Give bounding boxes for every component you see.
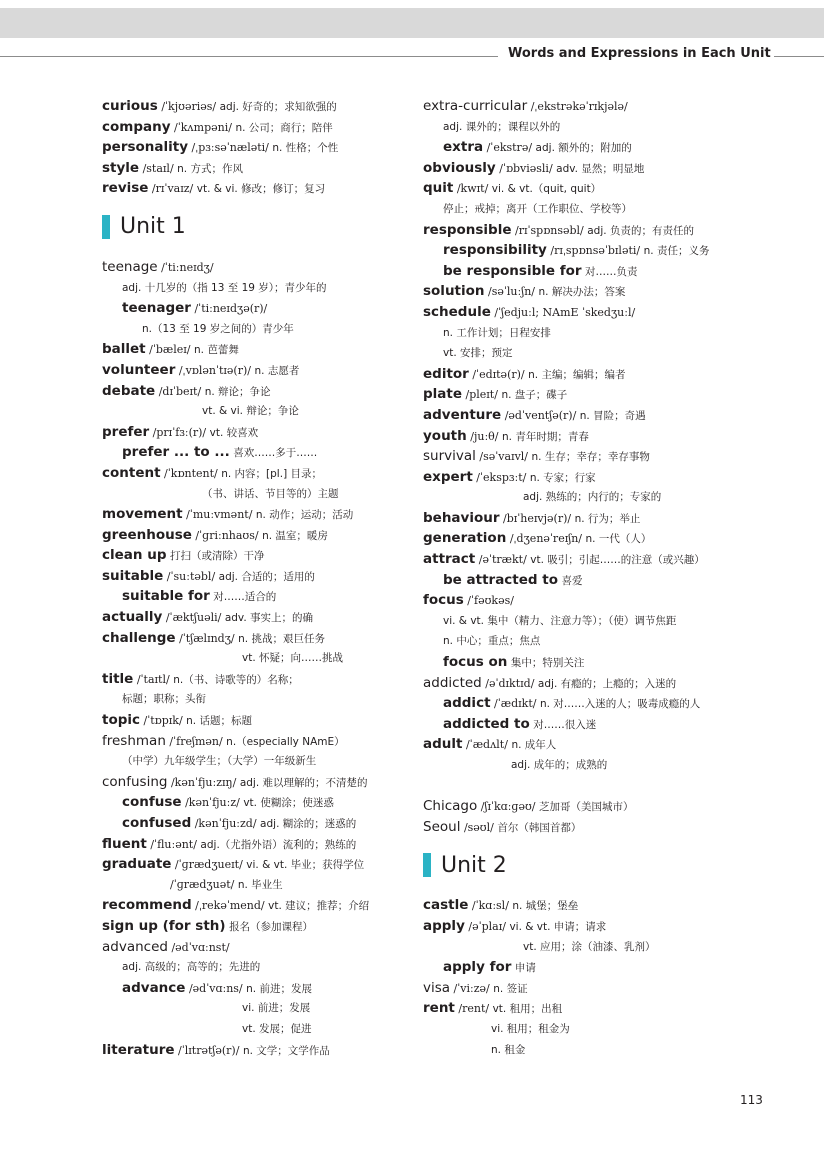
entry: clean up 打扫（或清除）干净 bbox=[102, 547, 265, 564]
entry-gloss: vt. 应用；涂（油漆、乳剂） bbox=[523, 940, 656, 953]
entry: editor /ˈedɪtə(r)/ n. 主编；编辑；编者 bbox=[423, 365, 626, 382]
entry: teenage /ˈtiːneɪdʒ/ bbox=[102, 258, 214, 275]
entry: challenge /ˈtʃælɪndʒ/ n. 挑战；艰巨任务 bbox=[102, 629, 325, 646]
entry: rent /rent/ vt. 租用；出租 bbox=[423, 1000, 563, 1017]
proper-names bbox=[423, 796, 733, 837]
entry-gloss: vi. & vt. 集中（精力、注意力等）；（使）调节焦距 bbox=[443, 614, 677, 627]
entry-gloss: adj. 课外的；课程以外的 bbox=[443, 120, 561, 133]
entry: obviously /ˈɒbviəsli/ adv. 显然；明显地 bbox=[423, 159, 645, 176]
sub-entry: be attracted to 喜爱 bbox=[443, 571, 583, 588]
entry-gloss: 停止；戒掉；离开（工作职位、学校等） bbox=[443, 202, 632, 215]
entry-gloss: vi. 租用；租金为 bbox=[491, 1022, 570, 1035]
sub-entry: advance /ədˈvɑːns/ n. 前进；发展 bbox=[122, 979, 312, 996]
entry: schedule /ˈʃedjuːl; NAmE ˈskedʒuːl/ bbox=[423, 303, 636, 320]
sub-entry: be responsible for 对……负责 bbox=[443, 262, 638, 279]
intro-entries bbox=[102, 96, 402, 199]
unit-1-entries bbox=[102, 257, 402, 1060]
entry-variant: /ˈɡrædʒuət/ n. 毕业生 bbox=[170, 877, 283, 891]
entry-gloss: n.（13 至 19 岁之间的）青少年 bbox=[142, 322, 294, 335]
unit-1-entries-continued bbox=[423, 96, 733, 776]
entry: curious /ˈkjʊəriəs/ adj. 好奇的；求知欲强的 bbox=[102, 98, 337, 114]
entry-gloss: adj. 高级的；高等的；先进的 bbox=[122, 961, 261, 974]
running-header: Words and Expressions in Each Unit bbox=[508, 46, 771, 61]
entry: expert /ˈekspɜːt/ n. 专家；行家 bbox=[423, 468, 596, 485]
sub-entry: apply for 申请 bbox=[443, 959, 536, 976]
entry: title /ˈtaɪtl/ n.（书、诗歌等的）名称； bbox=[102, 670, 299, 687]
unit-2-entries bbox=[423, 895, 733, 1060]
entry: ballet /ˈbæleɪ/ n. 芭蕾舞 bbox=[102, 341, 239, 358]
entry: adventure /ədˈventʃə(r)/ n. 冒险；奇遇 bbox=[423, 406, 646, 423]
entry: literature /ˈlɪtrətʃə(r)/ n. 文学；文学作品 bbox=[102, 1041, 330, 1058]
entry: freshman /ˈfreʃmən/ n.（especially NAmE） bbox=[102, 732, 345, 749]
entry-gloss: n. 工作计划；日程安排 bbox=[443, 326, 551, 339]
sub-entry: suitable for 对……适合的 bbox=[122, 588, 277, 605]
right-column bbox=[423, 96, 733, 1060]
entry: youth /juːθ/ n. 青年时期；青春 bbox=[423, 427, 589, 444]
entry: apply /əˈplaɪ/ vi. & vt. 申请；请求 bbox=[423, 917, 607, 934]
entry: generation /ˌdʒenəˈreɪʃn/ n. 一代（人） bbox=[423, 530, 652, 547]
sub-entry: extra /ˈekstrə/ adj. 额外的；附加的 bbox=[443, 139, 632, 156]
entry: prefer /prɪˈfɜː(r)/ vt. 较喜欢 bbox=[102, 423, 259, 440]
sub-entry: focus on 集中；特别关注 bbox=[443, 654, 585, 671]
entry: greenhouse /ˈgriːnhaʊs/ n. 温室；暖房 bbox=[102, 526, 328, 543]
entry: adult /ˈædʌlt/ n. 成年人 bbox=[423, 736, 557, 753]
entry-gloss: vi. 前进；发展 bbox=[242, 1002, 311, 1015]
entry-gloss: vt. & vi. 辩论；争论 bbox=[202, 405, 299, 418]
entry: focus /ˈfəʊkəs/ bbox=[423, 592, 514, 609]
header-rule-right bbox=[774, 56, 824, 57]
unit-marker-bar bbox=[423, 853, 431, 877]
entry: fluent /ˈfluːənt/ adj.（尤指外语）流利的；熟练的 bbox=[102, 835, 357, 852]
sub-entry: addicted to 对……很入迷 bbox=[443, 715, 597, 732]
entry-gloss: （书、讲话、节目等的）主题 bbox=[202, 487, 339, 500]
entry-gloss: n. 租金 bbox=[491, 1043, 526, 1056]
spacer bbox=[423, 776, 733, 797]
sub-entry: responsibility /rɪˌspɒnsəˈbɪləti/ n. 责任；义务 bbox=[443, 242, 710, 259]
entry: volunteer /ˌvɒlənˈtɪə(r)/ n. 志愿者 bbox=[102, 361, 300, 378]
unit-2-heading bbox=[423, 843, 733, 887]
sub-entry: confuse /kənˈfjuːz/ vt. 使糊涂；使迷惑 bbox=[122, 794, 334, 811]
entry: revise /rɪˈvaɪz/ vt. & vi. 修改；修订；复习 bbox=[102, 180, 326, 197]
entry-gloss: adj. 成年的；成熟的 bbox=[511, 759, 608, 771]
entry: attract /əˈtrækt/ vt. 吸引；引起……的注意（或兴趣） bbox=[423, 551, 705, 568]
entry-gloss: vt. 怀疑；向……挑战 bbox=[242, 652, 344, 665]
entry: actually /ˈæktʃuəli/ adv. 事实上；的确 bbox=[102, 609, 314, 626]
page-number: 113 bbox=[740, 1093, 763, 1107]
entry: content /ˈkɒntent/ n. 内容；[pl.] 目录； bbox=[102, 464, 322, 481]
sub-entry: confused /kənˈfjuːzd/ adj. 糊涂的；迷惑的 bbox=[122, 815, 357, 831]
entry: extra-curricular /ˌekstrəkəˈrɪkjələ/ bbox=[423, 98, 628, 114]
unit-marker-bar bbox=[102, 215, 110, 239]
entry: visa /ˈviːzə/ n. 签证 bbox=[423, 979, 528, 996]
entry: Seoul /səʊl/ 首尔（韩国首都） bbox=[423, 818, 582, 835]
sub-entry: teenager /ˈtiːneɪdʒə(r)/ bbox=[122, 300, 268, 317]
top-band bbox=[0, 8, 824, 38]
entry: quit /kwɪt/ vi. & vt.（quit, quit） bbox=[423, 180, 602, 197]
entry: company /ˈkʌmpəni/ n. 公司；商行；陪伴 bbox=[102, 118, 333, 135]
entry: confusing /kənˈfjuːzɪŋ/ adj. 难以理解的；不清楚的 bbox=[102, 773, 368, 790]
entry: recommend /ˌrekəˈmend/ vt. 建议；推荐；介绍 bbox=[102, 897, 370, 914]
header-rule-left bbox=[0, 56, 498, 57]
entry: castle /ˈkɑːsl/ n. 城堡；堡垒 bbox=[423, 897, 579, 914]
entry: survival /səˈvaɪvl/ n. 生存；幸存；幸存事物 bbox=[423, 448, 650, 465]
left-column bbox=[102, 96, 402, 1060]
entry-gloss: vt. 安排；预定 bbox=[443, 347, 513, 360]
sub-entry: addict /ˈædɪkt/ n. 对……入迷的人；吸毒成瘾的人 bbox=[443, 695, 701, 712]
entry: movement /ˈmuːvmənt/ n. 动作；运动；活动 bbox=[102, 506, 354, 523]
entry: graduate /ˈɡrædʒueɪt/ vi. & vt. 毕业；获得学位 bbox=[102, 856, 365, 873]
entry-gloss: 标题；职称；头衔 bbox=[122, 693, 206, 706]
entry: responsible /rɪˈspɒnsəbl/ adj. 负责的；有责任的 bbox=[423, 221, 694, 238]
entry: debate /dɪˈbeɪt/ n. 辩论；争论 bbox=[102, 382, 271, 399]
entry: behaviour /bɪˈheɪvjə(r)/ n. 行为；举止 bbox=[423, 509, 641, 526]
entry: solution /səˈluːʃn/ n. 解决办法；答案 bbox=[423, 283, 626, 300]
entry: sign up (for sth) 报名（参加课程） bbox=[102, 917, 314, 934]
entry: addicted /əˈdɪktɪd/ adj. 有瘾的；上瘾的；入迷的 bbox=[423, 674, 677, 691]
entry-gloss: n. 中心；重点；焦点 bbox=[443, 635, 541, 648]
entry: plate /pleɪt/ n. 盘子；碟子 bbox=[423, 386, 568, 403]
entry: Chicago /ʃɪˈkɑːɡəʊ/ 芝加哥（美国城市） bbox=[423, 798, 634, 815]
entry-gloss: （中学）九年级学生；（大学）一年级新生 bbox=[122, 755, 317, 768]
entry: personality /ˌpɜːsəˈnæləti/ n. 性格；个性 bbox=[102, 139, 339, 156]
entry-gloss: adj. 十几岁的（指 13 至 19 岁）；青少年的 bbox=[122, 281, 327, 294]
entry: suitable /ˈsuːtəbl/ adj. 合适的；适用的 bbox=[102, 567, 315, 584]
entry-gloss: adj. 熟练的；内行的；专家的 bbox=[523, 491, 662, 504]
unit-title: Unit 1 bbox=[120, 214, 186, 240]
entry: style /staɪl/ n. 方式；作风 bbox=[102, 159, 243, 176]
entry: topic /ˈtɒpɪk/ n. 话题；标题 bbox=[102, 712, 252, 729]
entry-gloss: vt. 发展；促进 bbox=[242, 1022, 312, 1035]
unit-1-heading bbox=[102, 205, 402, 249]
sub-entry: prefer ... to ... 喜欢……多于…… bbox=[122, 444, 318, 461]
unit-title: Unit 2 bbox=[441, 852, 507, 878]
entry: advanced /ədˈvɑːnst/ bbox=[102, 938, 230, 955]
